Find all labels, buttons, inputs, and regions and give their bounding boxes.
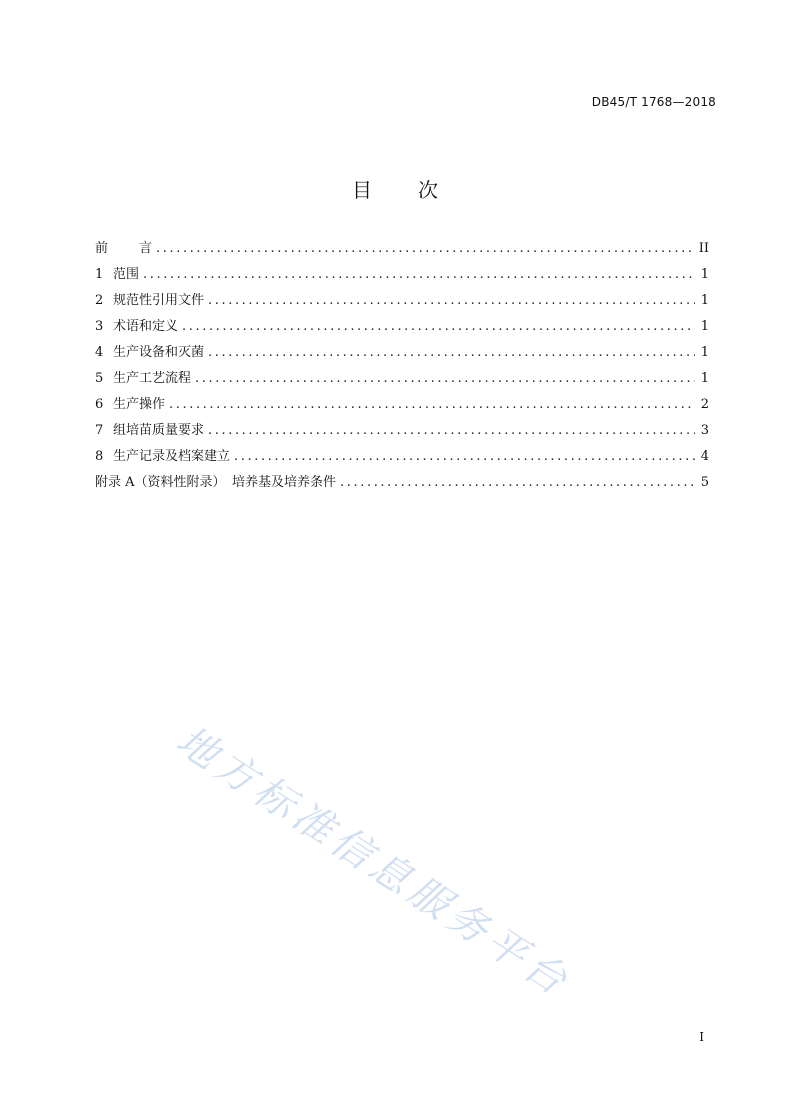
toc-entry-page: 2	[700, 397, 709, 412]
table-of-contents	[95, 236, 709, 496]
toc-leader-dots	[340, 470, 695, 496]
toc-entry-appendix-a[interactable]	[95, 470, 709, 496]
toc-leader-dots	[208, 340, 695, 366]
toc-entry-label: 生产工艺流程	[113, 371, 192, 386]
watermark: 地方标准信息服务平台	[168, 717, 579, 1007]
toc-leader-dots	[156, 236, 695, 262]
toc-entry-number: 7	[95, 423, 104, 438]
toc-entry-page: 1	[700, 267, 709, 282]
toc-leader-dots	[169, 392, 695, 418]
toc-entry-label: 组培苗质量要求	[113, 423, 205, 438]
toc-leader-dots	[208, 418, 695, 444]
toc-leader-dots	[234, 444, 695, 470]
toc-entry-number: 6	[95, 397, 104, 412]
toc-entry-quality[interactable]	[95, 418, 709, 444]
toc-entry-number: 1	[95, 267, 104, 282]
toc-entry-page: 1	[700, 371, 709, 386]
toc-entry-process-flow[interactable]	[95, 366, 709, 392]
toc-entry-page: 1	[700, 345, 709, 360]
page-number: I	[699, 1030, 704, 1044]
toc-entry-page: 3	[700, 423, 709, 438]
toc-entry-label: 规范性引用文件	[113, 293, 205, 308]
toc-entry-foreword[interactable]	[95, 236, 709, 262]
toc-entry-label: 言	[113, 241, 153, 256]
toc-entry-label: 生产设备和灭菌	[113, 345, 205, 360]
toc-leader-dots	[182, 314, 695, 340]
toc-entry-operation[interactable]	[95, 392, 709, 418]
toc-entry-number: 前	[95, 241, 109, 256]
toc-entry-number: 5	[95, 371, 104, 386]
toc-entry-number: 2	[95, 293, 104, 308]
toc-entry-number: 4	[95, 345, 104, 360]
toc-entry-page: 4	[700, 449, 709, 464]
toc-entry-normative-references[interactable]	[95, 288, 709, 314]
toc-leader-dots	[143, 262, 695, 288]
toc-entry-page: 1	[700, 293, 709, 308]
toc-entry-label: 附录 A（资料性附录） 培养基及培养条件	[95, 475, 337, 490]
toc-entry-terms[interactable]	[95, 314, 709, 340]
toc-entry-number: 3	[95, 319, 104, 334]
toc-leader-dots	[208, 288, 695, 314]
toc-entry-page: 1	[700, 319, 709, 334]
toc-leader-dots	[195, 366, 695, 392]
toc-entry-number: 8	[95, 449, 104, 464]
toc-entry-label: 范围	[113, 267, 140, 282]
toc-entry-page: II	[698, 241, 709, 256]
toc-entry-equipment[interactable]	[95, 340, 709, 366]
toc-entry-records[interactable]	[95, 444, 709, 470]
toc-entry-label: 生产操作	[113, 397, 166, 412]
toc-entry-page: 5	[700, 475, 709, 490]
toc-entry-scope[interactable]	[95, 262, 709, 288]
toc-entry-label: 生产记录及档案建立	[113, 449, 231, 464]
standard-code: DB45/T 1768—2018	[591, 95, 716, 109]
toc-entry-label: 术语和定义	[113, 319, 179, 334]
page-title: 目 次	[352, 178, 440, 202]
